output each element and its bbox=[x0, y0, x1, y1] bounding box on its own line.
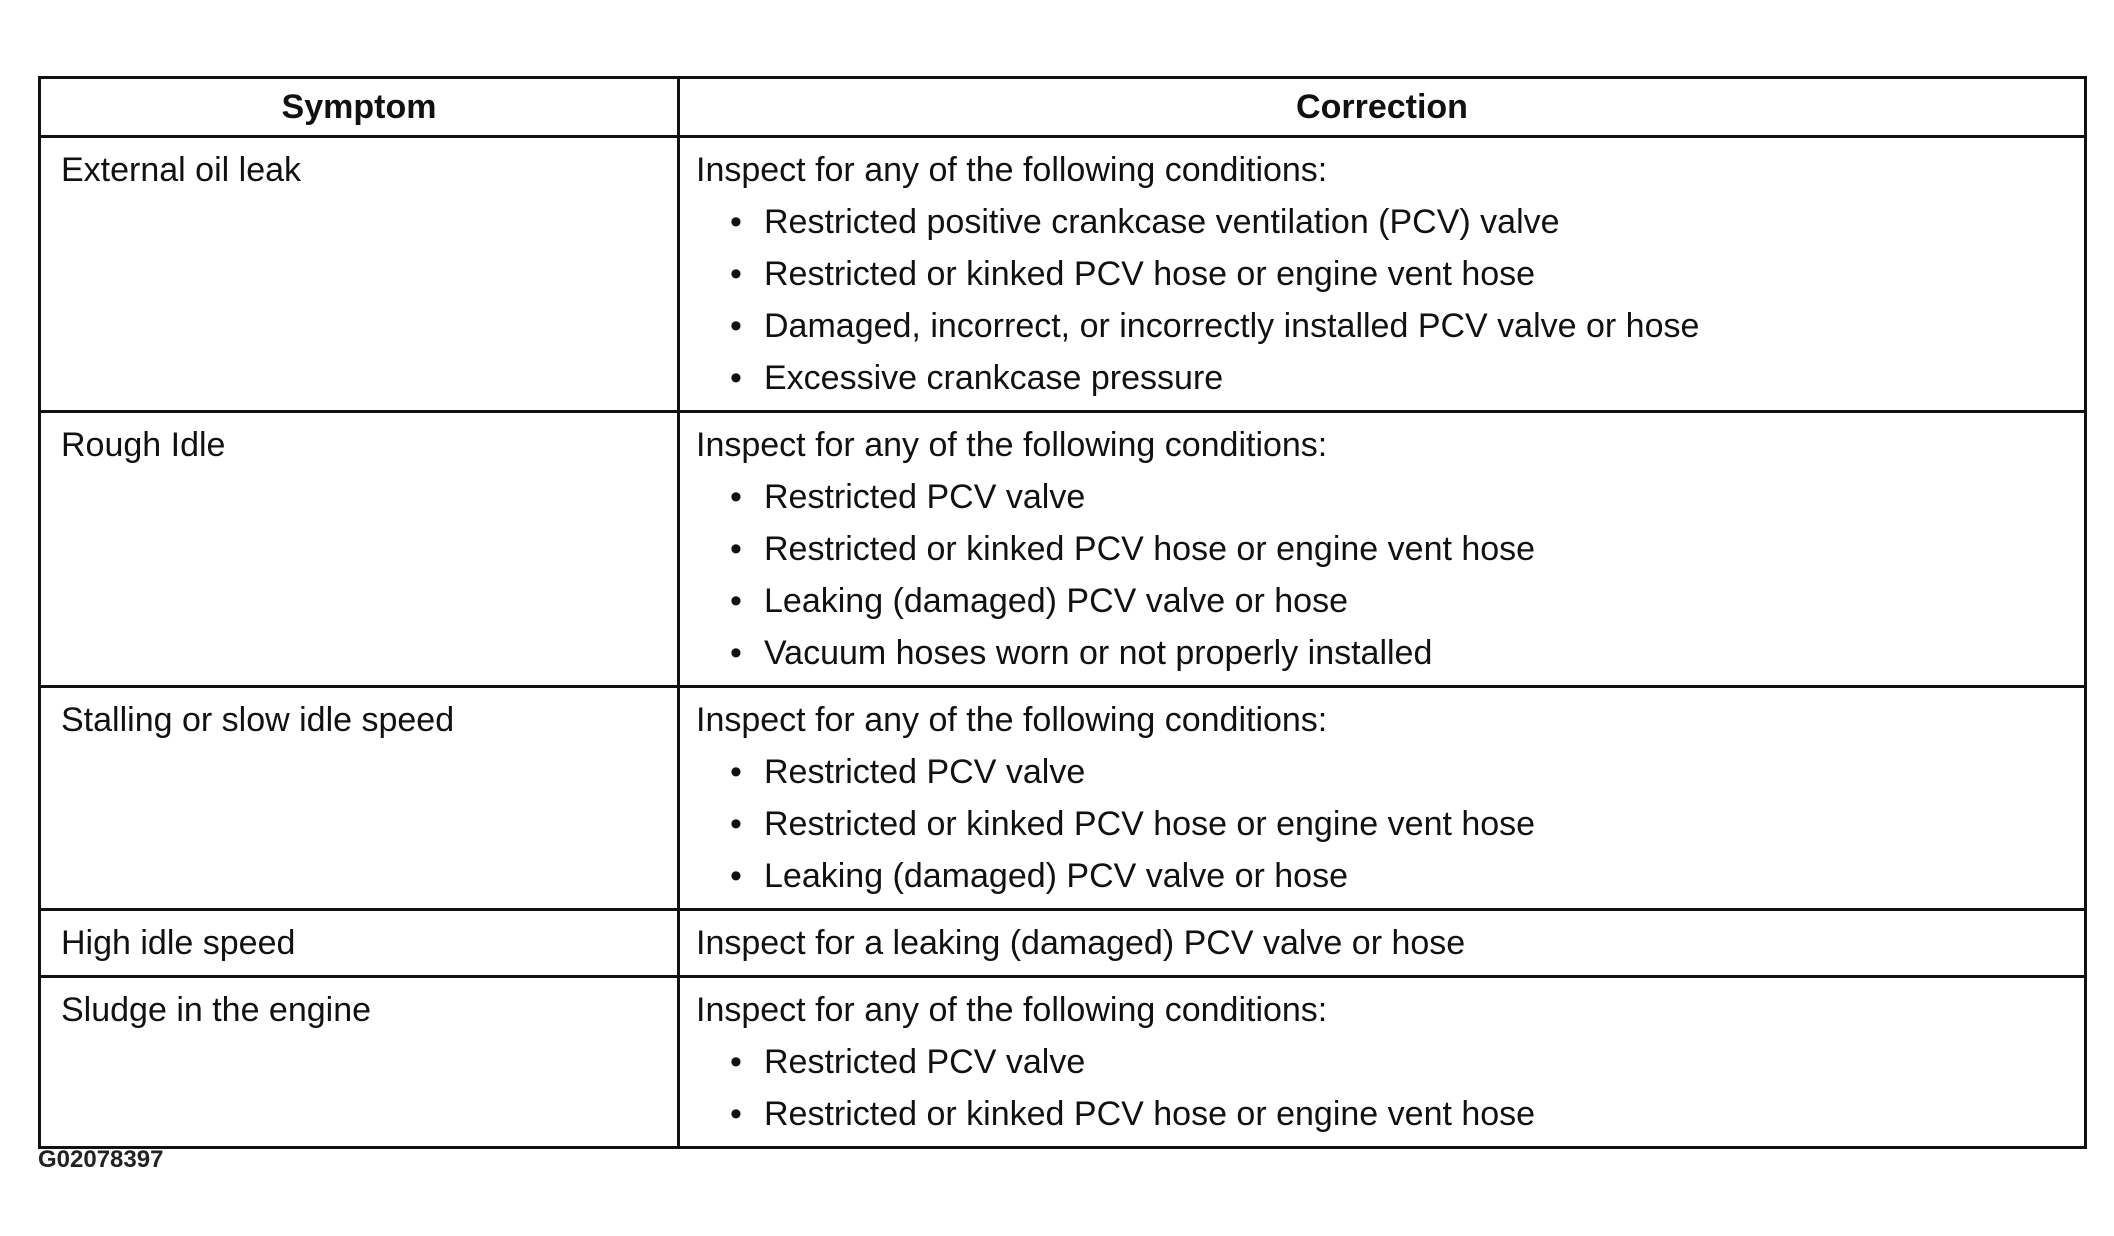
table-row bbox=[40, 977, 2086, 1148]
table-body bbox=[40, 137, 2086, 1148]
condition-text: Restricted or kinked PCV hose or engine vent hose bbox=[764, 530, 1536, 568]
correction-intro: Inspect for any of the following conditions: bbox=[696, 151, 1328, 189]
condition-list bbox=[696, 746, 2064, 902]
correction-intro: Inspect for any of the following conditions: bbox=[696, 426, 1328, 464]
bullet-icon: • bbox=[730, 307, 742, 345]
condition-text: Vacuum hoses worn or not properly installed bbox=[764, 634, 1433, 672]
condition-text: Restricted or kinked PCV hose or engine vent hose bbox=[764, 1095, 1536, 1133]
table-row bbox=[40, 687, 2086, 910]
table-row bbox=[40, 910, 2086, 977]
figure-id: G02078397 bbox=[38, 1146, 164, 1173]
condition-list bbox=[696, 1036, 2064, 1140]
condition-list bbox=[696, 471, 2064, 679]
symptom-cell: Rough Idle bbox=[40, 412, 679, 687]
list-item bbox=[730, 248, 2064, 300]
table-row bbox=[40, 137, 2086, 412]
bullet-icon: • bbox=[730, 1095, 742, 1133]
correction-cell bbox=[679, 137, 2086, 412]
condition-text: Leaking (damaged) PCV valve or hose bbox=[764, 857, 1348, 895]
condition-text: Restricted positive crankcase ventilation (PCV) valve bbox=[764, 203, 1560, 241]
condition-list bbox=[696, 196, 2064, 404]
condition-text: Restricted PCV valve bbox=[764, 753, 1086, 791]
correction-cell bbox=[679, 412, 2086, 687]
condition-text: Excessive crankcase pressure bbox=[764, 359, 1224, 397]
table-header-row bbox=[40, 78, 2086, 137]
correction-cell bbox=[679, 977, 2086, 1148]
bullet-icon: • bbox=[730, 1043, 742, 1081]
list-item bbox=[730, 352, 2064, 404]
condition-text: Restricted PCV valve bbox=[764, 478, 1086, 516]
list-item bbox=[730, 1088, 2064, 1140]
condition-text: Restricted PCV valve bbox=[764, 1043, 1086, 1081]
header-correction: Correction bbox=[679, 78, 2086, 137]
list-item bbox=[730, 471, 2064, 523]
correction-intro: Inspect for any of the following conditions: bbox=[696, 701, 1328, 739]
bullet-icon: • bbox=[730, 753, 742, 791]
condition-text: Damaged, incorrect, or incorrectly installed PCV valve or hose bbox=[764, 307, 1700, 345]
bullet-icon: • bbox=[730, 582, 742, 620]
bullet-icon: • bbox=[730, 359, 742, 397]
bullet-icon: • bbox=[730, 530, 742, 568]
bullet-icon: • bbox=[730, 203, 742, 241]
correction-intro: Inspect for a leaking (damaged) PCV valve or hose bbox=[696, 924, 1466, 962]
correction-intro: Inspect for any of the following conditions: bbox=[696, 991, 1328, 1029]
symptom-cell: Stalling or slow idle speed bbox=[40, 687, 679, 910]
list-item bbox=[730, 575, 2064, 627]
bullet-icon: • bbox=[730, 805, 742, 843]
list-item bbox=[730, 300, 2064, 352]
list-item bbox=[730, 1036, 2064, 1088]
table-row bbox=[40, 412, 2086, 687]
list-item bbox=[730, 850, 2064, 902]
list-item bbox=[730, 798, 2064, 850]
symptom-cell: High idle speed bbox=[40, 910, 679, 977]
diagnostic-table bbox=[38, 76, 2087, 1149]
bullet-icon: • bbox=[730, 478, 742, 516]
condition-text: Leaking (damaged) PCV valve or hose bbox=[764, 582, 1348, 620]
list-item bbox=[730, 627, 2064, 679]
correction-cell bbox=[679, 687, 2086, 910]
condition-text: Restricted or kinked PCV hose or engine vent hose bbox=[764, 805, 1536, 843]
bullet-icon: • bbox=[730, 634, 742, 672]
header-symptom: Symptom bbox=[40, 78, 679, 137]
symptom-cell: External oil leak bbox=[40, 137, 679, 412]
list-item bbox=[730, 746, 2064, 798]
condition-text: Restricted or kinked PCV hose or engine vent hose bbox=[764, 255, 1536, 293]
bullet-icon: • bbox=[730, 857, 742, 895]
correction-cell bbox=[679, 910, 2086, 977]
symptom-cell: Sludge in the engine bbox=[40, 977, 679, 1148]
list-item bbox=[730, 196, 2064, 248]
bullet-icon: • bbox=[730, 255, 742, 293]
list-item bbox=[730, 523, 2064, 575]
